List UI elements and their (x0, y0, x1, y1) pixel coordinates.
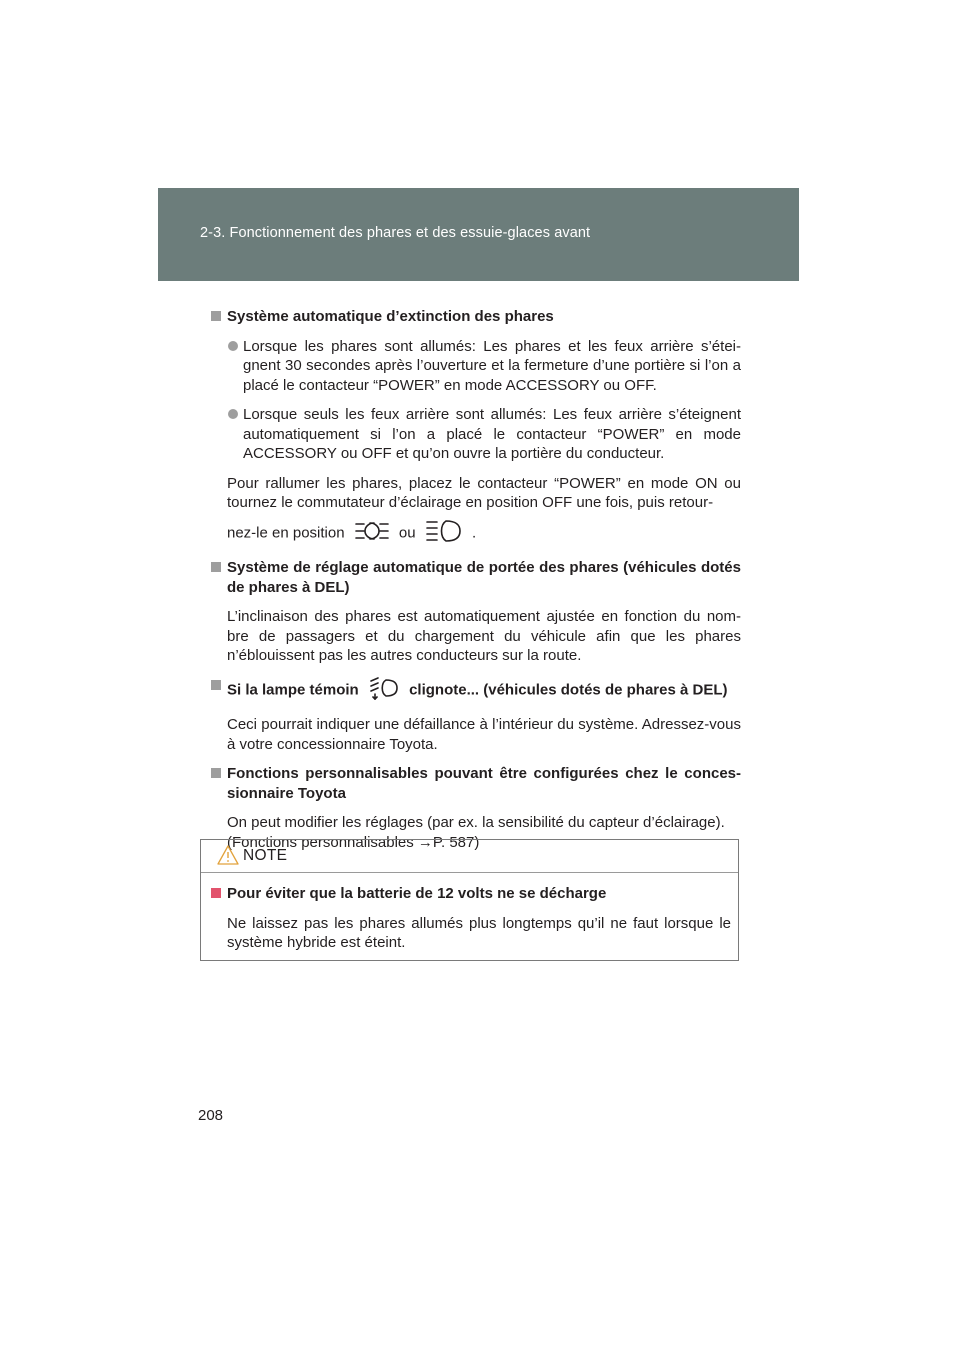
custom-text-line1: On peut modifier les réglages (par ex. la sensibilité du capteur d’éclairage). (227, 814, 725, 831)
indicator-paragraph: Ceci pourrait indiquer une défaillance à l’intérieur du système. Adressez-vous à votre concessionnaire Toyota. (227, 716, 741, 753)
note-text: Ne laissez pas les phares allumés plus longtemps qu’il ne faut lorsque le système hybride est éteint. (227, 914, 731, 951)
section-custom-title: Fonctions personnalisables pouvant être configurées chez le conces-sionnaire Toyota (211, 764, 741, 803)
note-header (201, 840, 738, 873)
section-indicator-title: Si la lampe témoin clignote... (véhicules dotés de phares à DEL) (211, 676, 741, 706)
chapter-section-title: 2-3. Fonctionnement des phares et des essuie-glaces avant (200, 225, 591, 241)
note-body (211, 884, 731, 953)
note-label: NOTE (243, 847, 288, 864)
bullet-headlights-on: Lorsque les phares sont allumés: Les phares et les feux arrière s’étei-gnent 30 secondes après l’ouverture et la fermeture d’une portière si l’on a placé le contacteur “POWER” en mode ACCESSORY ou OFF. (211, 337, 741, 396)
square-bullet-icon (211, 562, 221, 572)
leveling-paragraph: L’inclinaison des phares est automatiquement ajustée en fonction du nom-bre de passagers et du chargement du véhicule afin que les phares n’éblouissent pas les autres conducteurs sur la route. (227, 608, 741, 664)
note-box (200, 839, 739, 961)
square-bullet-icon (211, 680, 221, 690)
square-bullet-icon (211, 768, 221, 778)
page-number: 208 (198, 1107, 224, 1124)
note-title: Pour éviter que la batterie de 12 volts ne se décharge (211, 884, 731, 904)
chapter-header-band (158, 188, 799, 281)
round-bullet-icon (228, 341, 238, 351)
warning-triangle-icon (217, 845, 239, 870)
square-bullet-icon (211, 888, 221, 898)
custom-page-reference[interactable]: (Fonctions personnalisables →P. 587) (227, 833, 480, 851)
page-content (211, 307, 741, 862)
bullet-tail-lights-on: Lorsque seuls les feux arrière sont allumés: Les feux arrière s’éteignent automatiquement si l’on a placé le contacteur “POWER” en mode ACCESSORY ou OFF et qu’on ouvre la portière du conducteur. (211, 405, 741, 464)
round-bullet-icon (228, 409, 238, 419)
relight-paragraph: Pour rallumer les phares, placez le contacteur “POWER” en mode ON ou tournez le commutateur d’éclairage en position OFF une fois, puis retour- nez-le en position ou . (211, 474, 741, 549)
tail-light-icon (355, 520, 389, 548)
section-leveling-title: Système de réglage automatique de portée des phares (véhicules dotés de phares à DEL) (211, 558, 741, 597)
square-bullet-icon (211, 311, 221, 321)
section-auto-off-title: Système automatique d’extinction des phares (211, 307, 741, 327)
leveling-indicator-icon (369, 676, 399, 706)
headlight-icon (426, 519, 462, 549)
